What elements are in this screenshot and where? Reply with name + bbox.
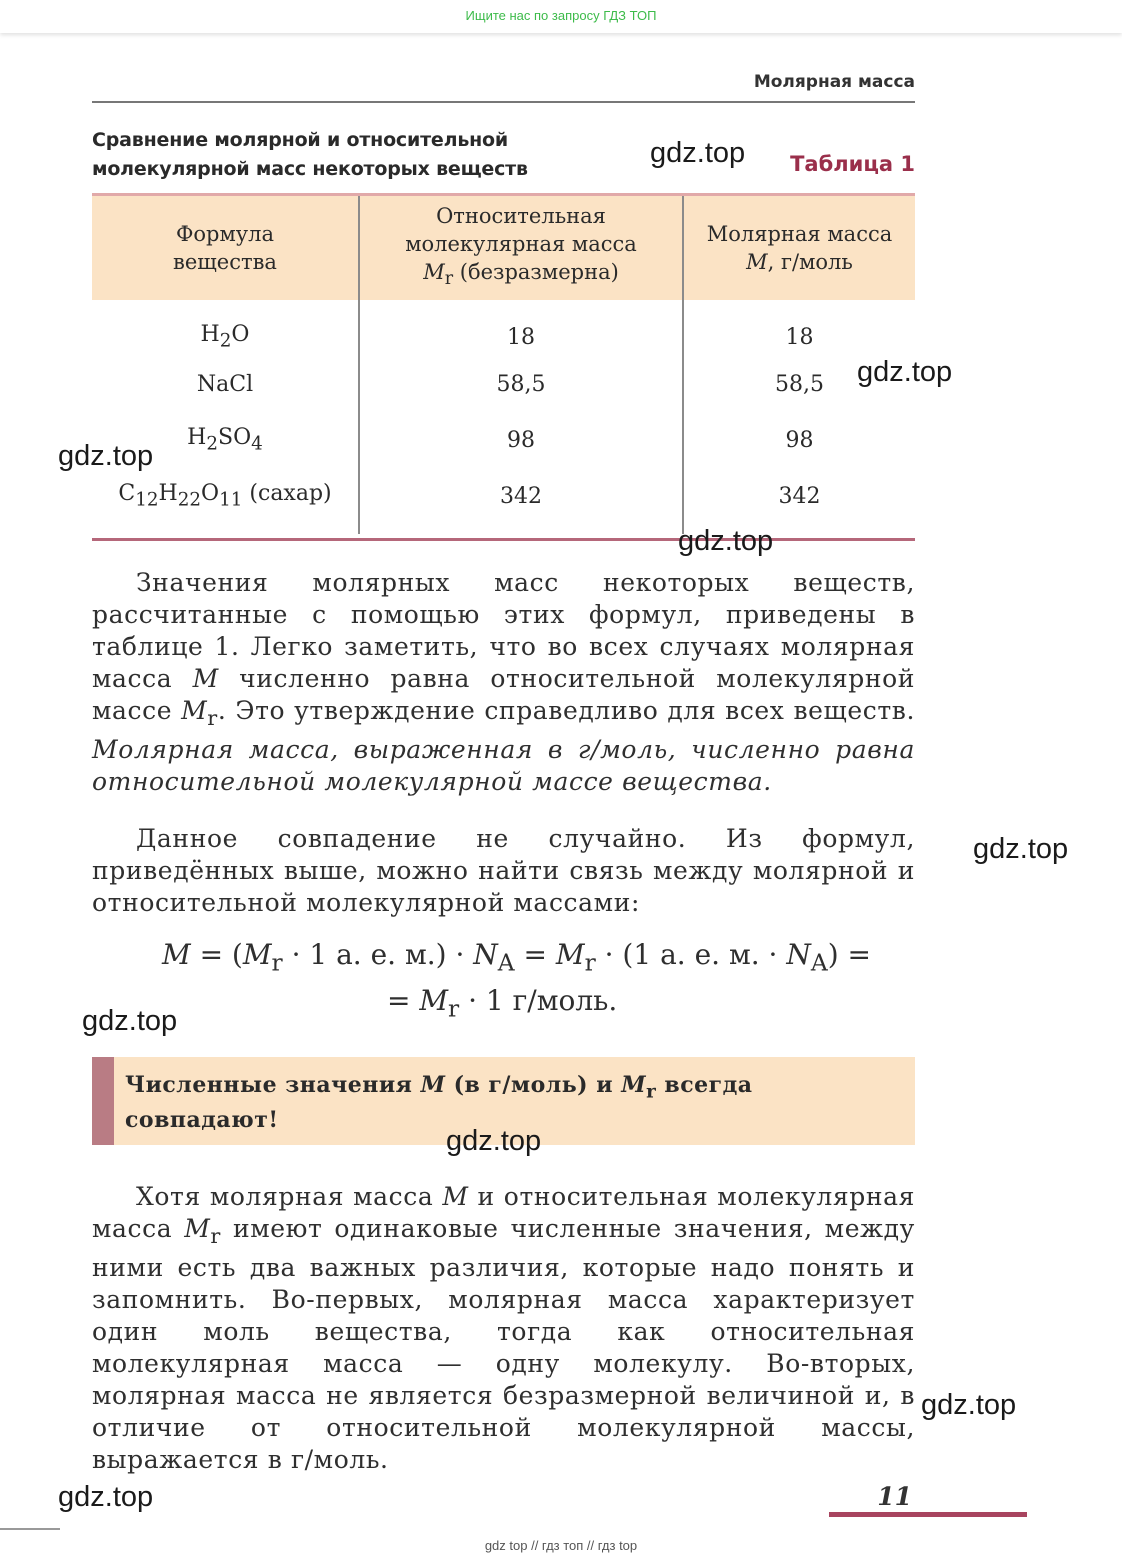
header-relative bbox=[359, 195, 683, 301]
table-row bbox=[92, 356, 915, 412]
watermark: gdz.top bbox=[678, 525, 774, 557]
table-row bbox=[92, 468, 915, 534]
header-relative-line2: молекулярная масса bbox=[405, 232, 637, 257]
header-relative-unit: (безразмерна) bbox=[453, 260, 619, 285]
paragraph-2: Данное совпадение не случайно. Из формул, приведённых выше, можно найти связь между молярной и относительной молекулярной массами: bbox=[92, 824, 915, 917]
subscript-r: r bbox=[444, 269, 454, 290]
watermark: gdz.top bbox=[58, 1481, 154, 1513]
symbol-m: M bbox=[621, 1072, 647, 1098]
header-molar bbox=[683, 195, 915, 301]
cell-formula: $H_2O$ bbox=[200, 322, 250, 352]
header-molar-unit: , г/моль bbox=[767, 250, 853, 274]
header-formula bbox=[92, 195, 359, 301]
table-row bbox=[92, 412, 915, 468]
top-banner bbox=[0, 0, 1122, 33]
formula-line-1: $M = (M_r \cdot 1$ а. е. $м.) \cdot N_A = M_r \cdot (1$ а. е. м. · $N_A$) = bbox=[162, 938, 871, 977]
table-title-line1: Сравнение молярной и относительной bbox=[92, 129, 509, 151]
watermark: gdz.top bbox=[921, 1389, 1017, 1421]
top-banner-text: Ищите нас по запросу ГДЗ ТОП bbox=[465, 8, 657, 23]
header-relative-line3 bbox=[366, 258, 676, 293]
formula-line-2: = $M_r \cdot 1$ г/моль. bbox=[387, 984, 618, 1023]
header-rule bbox=[92, 101, 915, 103]
footer-links: gdz top // гдз топ // гдз top bbox=[484, 1538, 638, 1553]
header-molar-line1: Молярная масса bbox=[706, 222, 893, 246]
table-label: Таблица 1 bbox=[790, 152, 915, 176]
symbol-m: M bbox=[181, 696, 208, 725]
table-title bbox=[92, 126, 632, 184]
note-text: Численные значения M (в г/моль) и $M_r$ всегда совпадают! bbox=[125, 1072, 753, 1134]
symbol-m: M bbox=[442, 1182, 469, 1211]
watermark: gdz.top bbox=[82, 1005, 178, 1037]
running-head: Молярная масса bbox=[753, 72, 915, 92]
header-formula-line1: Формула bbox=[175, 222, 275, 246]
key-statement: Молярная масса, выраженная в г/моль, численно равна относительной молекулярной массе вещества. bbox=[92, 735, 915, 796]
watermark: gdz.top bbox=[58, 440, 154, 472]
header-molar-line2 bbox=[690, 248, 909, 276]
page-number-rule bbox=[829, 1512, 1027, 1517]
symbol-m: M bbox=[746, 250, 768, 274]
symbol-m: M bbox=[423, 260, 445, 285]
symbol-m: M bbox=[420, 1072, 446, 1098]
cell-relative: 98 bbox=[359, 412, 683, 468]
paragraph-1: Значения молярных масс некоторых веществ, рассчитанные с помощью этих формул, приведены в таблице 1. Легко заметить, что во всех случаях молярная масса M численно равна относительной молекулярной массе $M_r$. Это утверждение справедливо для всех веществ. Молярная масса, выраженная в г/моль, численно равна относительной молекулярной массе вещества. bbox=[92, 568, 916, 796]
note-accent-bar bbox=[92, 1057, 114, 1145]
cell-formula: NaCl bbox=[196, 371, 254, 397]
cell-relative: 18 bbox=[359, 300, 683, 356]
cell-relative: 58,5 bbox=[359, 356, 683, 412]
corner-rule bbox=[0, 1528, 60, 1530]
cell-molar: 98 bbox=[785, 427, 814, 453]
cell-formula: $C_{12}H_{22}O_{11}$ (сахар) bbox=[118, 481, 332, 511]
paragraph-3: Хотя молярная масса M и относительная молекулярная масса $M_r$ имеют одинаковые численные значения, между ними есть два важных различия, которые надо понять и запомнить. Во-первых, молярная масса характеризует один моль вещества, тогда как относительная молекулярная масса — одну молекулу. Во-вторых, молярная масса не является безразмерной величиной и, в отличие от относительной молекулярной массы, выражается в г/моль. bbox=[92, 1182, 915, 1474]
cell-molar: 18 bbox=[785, 324, 814, 350]
symbol-m: M bbox=[184, 1214, 211, 1243]
table-row bbox=[92, 300, 915, 356]
molar-mass-table bbox=[92, 193, 915, 534]
watermark: gdz.top bbox=[857, 356, 953, 388]
watermark: gdz.top bbox=[446, 1125, 542, 1157]
table-bottom-rule bbox=[92, 538, 915, 541]
cell-molar: 342 bbox=[778, 483, 821, 509]
cell-relative: 342 bbox=[359, 468, 683, 534]
cell-formula: $H_2SO_4$ bbox=[187, 425, 263, 455]
header-formula-line2: вещества bbox=[173, 250, 277, 274]
page-number: 11 bbox=[877, 1482, 912, 1511]
watermark: gdz.top bbox=[973, 833, 1069, 865]
table-title-line2: молекулярной масс некоторых веществ bbox=[92, 158, 528, 180]
header-relative-line1: Относительная bbox=[436, 204, 606, 229]
symbol-m: M bbox=[192, 664, 219, 693]
table-header-row bbox=[92, 195, 915, 301]
watermark: gdz.top bbox=[650, 137, 746, 169]
cell-molar: 58,5 bbox=[775, 371, 824, 397]
